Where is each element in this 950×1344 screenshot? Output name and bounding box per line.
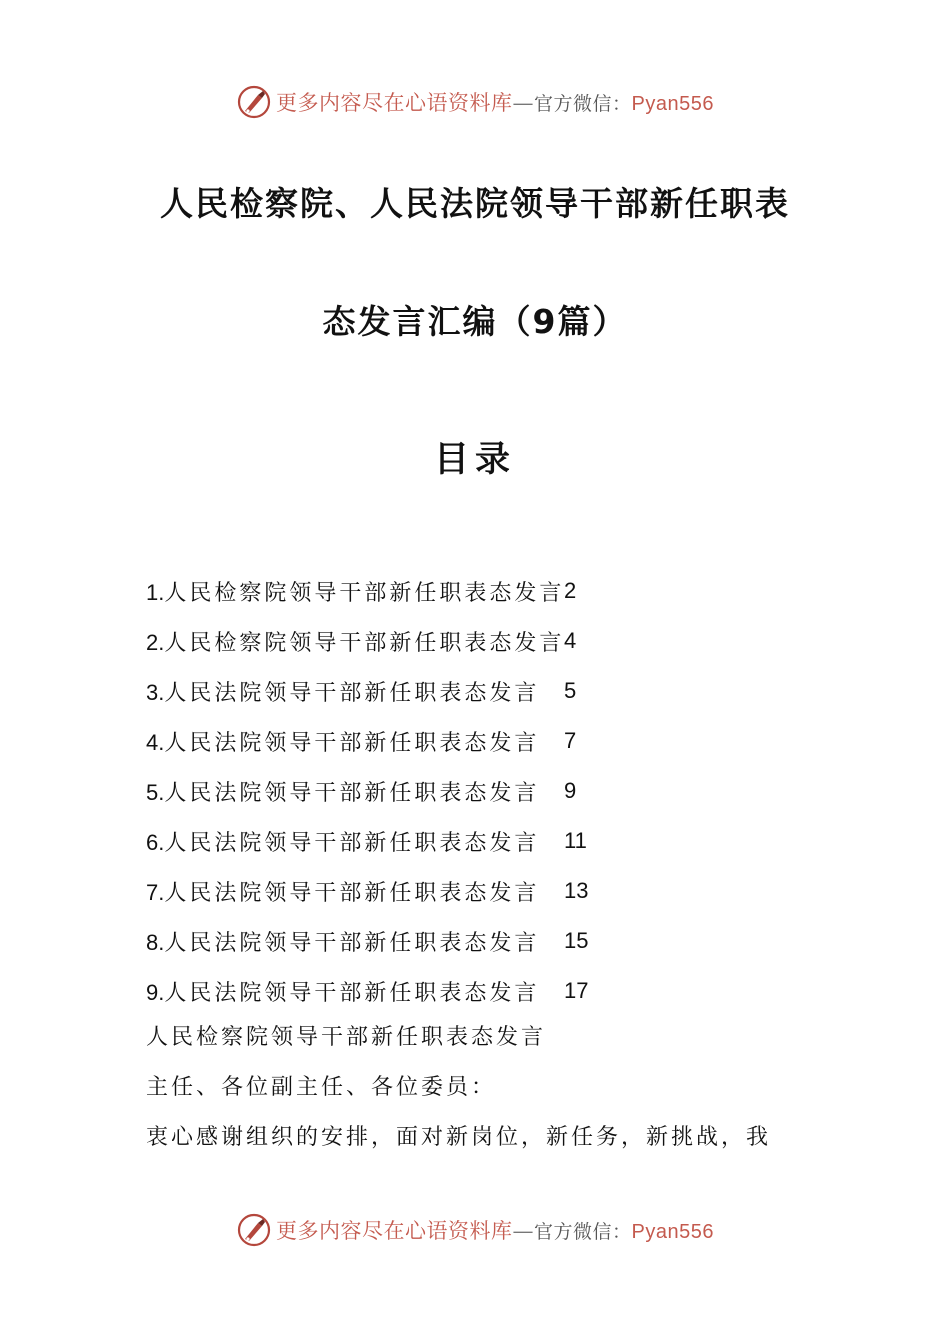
toc-item-label: 人民检察院领导干部新任职表态发言 bbox=[164, 580, 565, 606]
banner-wechat-label: 官方微信： bbox=[534, 93, 632, 115]
banner-separator: — bbox=[512, 1219, 534, 1243]
footer-banner bbox=[0, 1210, 950, 1250]
toc-item-number: 5. bbox=[146, 779, 165, 805]
toc-item-page: 5 bbox=[564, 678, 577, 703]
toc-item[interactable] bbox=[146, 816, 588, 866]
pen-nib-logo-icon bbox=[236, 84, 272, 120]
toc-item[interactable] bbox=[146, 566, 588, 616]
banner-separator: — bbox=[512, 91, 534, 115]
banner-slogan: 更多内容尽在心语资料库 bbox=[276, 91, 513, 115]
toc-item-number: 1. bbox=[146, 579, 165, 605]
toc-item[interactable] bbox=[146, 916, 588, 966]
toc-item-label: 人民法院领导干部新任职表态发言 bbox=[164, 980, 540, 1006]
banner-wechat-id: Pyan556 bbox=[631, 1221, 714, 1243]
toc-item-number: 3. bbox=[146, 679, 165, 705]
toc-item-page: 15 bbox=[564, 928, 589, 953]
toc-item-page: 9 bbox=[564, 778, 577, 803]
toc-item-label: 人民法院领导干部新任职表态发言 bbox=[164, 830, 540, 856]
document-title-line2: 态发言汇编（9篇） bbox=[322, 302, 628, 341]
toc-item-page: 11 bbox=[564, 828, 587, 853]
toc-item-label: 人民法院领导干部新任职表态发言 bbox=[164, 730, 540, 756]
toc-item[interactable] bbox=[146, 766, 588, 816]
pen-nib-logo-icon bbox=[236, 1212, 272, 1248]
toc-item[interactable] bbox=[146, 966, 588, 1016]
toc-item[interactable] bbox=[146, 716, 588, 766]
salutation: 主任、各位副主任、各位委员： bbox=[146, 1075, 497, 1100]
toc-item-number: 6. bbox=[146, 829, 165, 855]
toc-item[interactable] bbox=[146, 866, 588, 916]
toc-item-number: 4. bbox=[146, 729, 165, 755]
table-of-contents bbox=[146, 566, 588, 1016]
banner-text bbox=[276, 87, 714, 117]
toc-item-label: 人民法院领导干部新任职表态发言 bbox=[164, 880, 540, 906]
toc-item-label: 人民法院领导干部新任职表态发言 bbox=[164, 780, 540, 806]
toc-item-label: 人民检察院领导干部新任职表态发言 bbox=[164, 630, 565, 656]
banner-wechat-id: Pyan556 bbox=[631, 93, 714, 115]
toc-item-number: 8. bbox=[146, 929, 165, 955]
toc-heading: 目录 bbox=[433, 440, 516, 480]
toc-item[interactable] bbox=[146, 616, 588, 666]
toc-item[interactable] bbox=[146, 666, 588, 716]
toc-item-number: 2. bbox=[146, 629, 165, 655]
document-title-line1: 人民检察院、人民法院领导干部新任职表 bbox=[160, 184, 790, 223]
banner-wechat-label: 官方微信： bbox=[534, 1221, 632, 1243]
toc-item-page: 13 bbox=[564, 878, 589, 903]
toc-item-page: 4 bbox=[564, 628, 577, 653]
toc-item-label: 人民法院领导干部新任职表态发言 bbox=[164, 680, 540, 706]
toc-item-label: 人民法院领导干部新任职表态发言 bbox=[164, 930, 540, 956]
toc-item-page: 2 bbox=[564, 578, 577, 603]
toc-item-page: 17 bbox=[564, 978, 589, 1003]
body-paragraph: 衷心感谢组织的安排，面对新岗位，新任务，新挑战，我 bbox=[146, 1125, 772, 1150]
toc-item-page: 7 bbox=[564, 728, 577, 753]
toc-item-number: 7. bbox=[146, 879, 165, 905]
banner-text bbox=[276, 1215, 714, 1245]
toc-item-number: 9. bbox=[146, 979, 165, 1005]
banner-slogan: 更多内容尽在心语资料库 bbox=[276, 1219, 513, 1243]
header-banner bbox=[0, 82, 950, 122]
section-title: 人民检察院领导干部新任职表态发言 bbox=[146, 1025, 547, 1050]
